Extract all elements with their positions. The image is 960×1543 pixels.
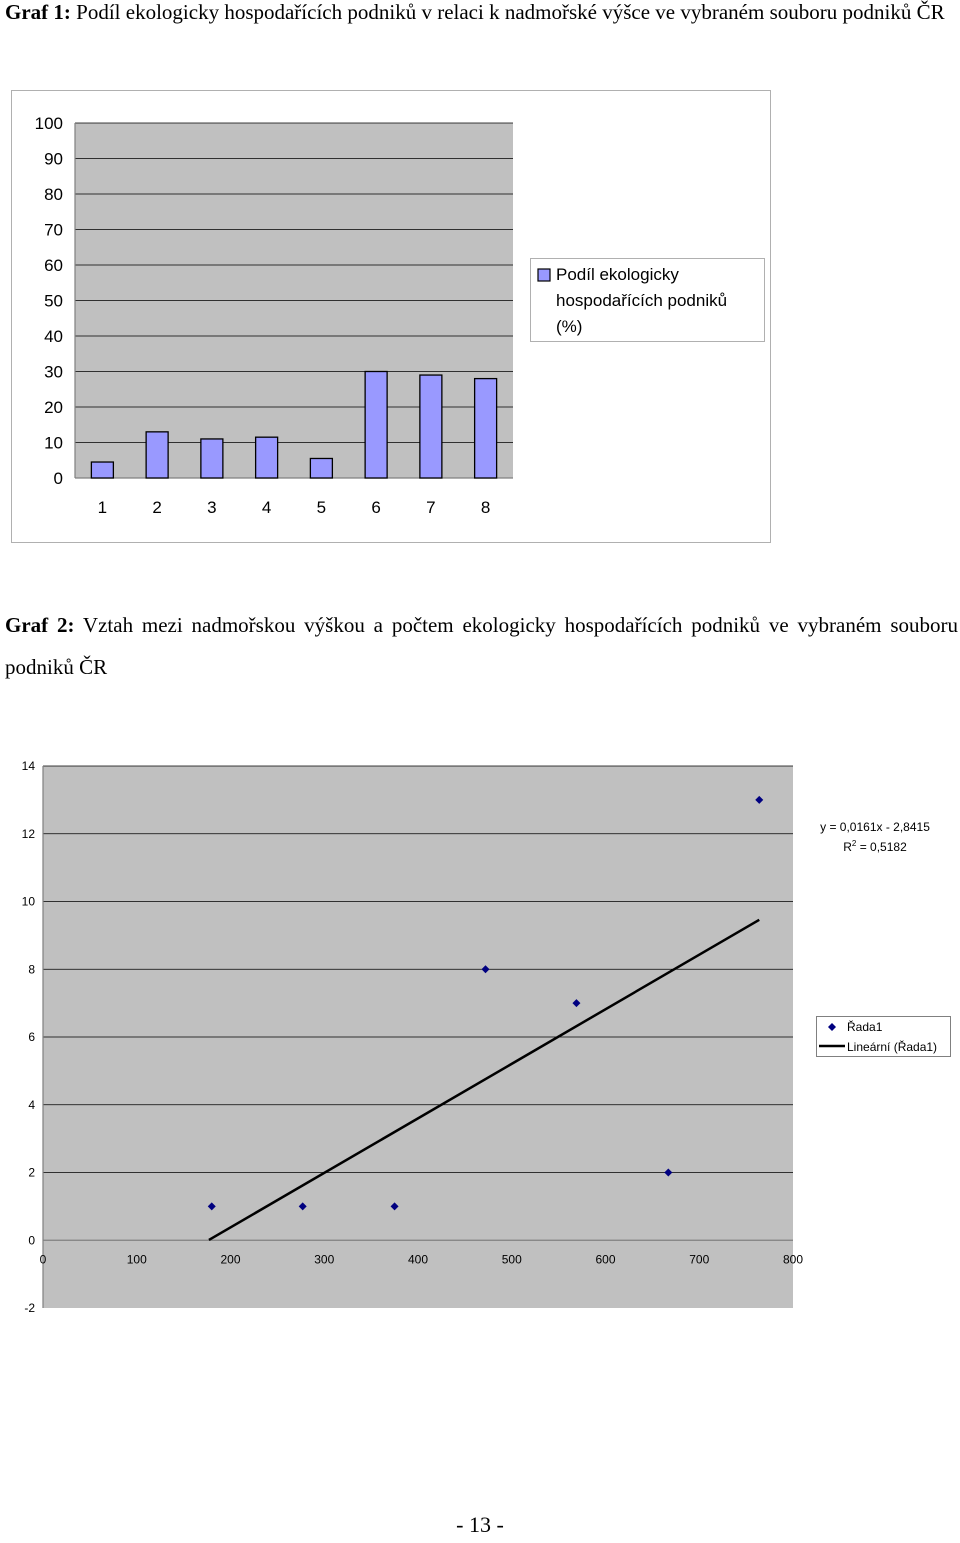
chart1-x-tick-label: 7 xyxy=(426,498,436,517)
chart1-bar xyxy=(420,375,442,478)
chart2-x-tick-label: 200 xyxy=(220,1252,241,1267)
chart2-x-tick-label: 700 xyxy=(689,1252,710,1267)
chart2-x-tick-label: 800 xyxy=(782,1252,804,1267)
chart2-y-tick-label: 10 xyxy=(21,894,35,909)
chart1-legend-swatch xyxy=(538,269,550,281)
chart2-x-tick-label: 0 xyxy=(39,1252,47,1267)
chart1-bar xyxy=(201,439,223,478)
chart2-legend-series-label: Řada1 xyxy=(847,1020,883,1034)
chart2-x-tick-label: 500 xyxy=(501,1252,522,1267)
graf1-caption-label: Graf 1: xyxy=(5,0,71,24)
chart2-y-tick-label: 8 xyxy=(28,962,35,977)
r-squared: $R^2 = 0,5182$ xyxy=(843,839,907,854)
chart1-legend-label: Podíl ekologicky xyxy=(556,265,679,284)
chart1-y-tick-label: 30 xyxy=(44,362,63,382)
chart1-legend-label: (%) xyxy=(556,317,583,336)
chart1-y-tick-label: 20 xyxy=(44,398,63,417)
chart2-x-tick-label: 300 xyxy=(314,1252,335,1267)
chart1-y-tick-label: 10 xyxy=(44,433,63,453)
graf2-caption-label: Graf 2: xyxy=(5,613,75,637)
chart2-x-tick-label: 600 xyxy=(595,1252,616,1267)
chart1-x-tick-label: 6 xyxy=(371,498,381,517)
scatter-chart xyxy=(0,740,960,1340)
graf1-caption-text: Podíl ekologicky hospodařících podniků v relaci k nadmořské výšce ve vybraném souboru podniků ČR xyxy=(76,0,945,24)
chart1-y-tick-label: 90 xyxy=(44,149,63,169)
chart2-x-tick-label: 400 xyxy=(407,1252,429,1267)
graf2-caption xyxy=(5,604,958,688)
chart1-x-tick-label: 8 xyxy=(480,498,491,517)
chart1-x-tick-label: 5 xyxy=(316,498,327,517)
chart2-legend-trend-label: Lineární (Řada1) xyxy=(847,1040,938,1054)
page-number: - 13 - xyxy=(456,1512,504,1537)
chart2-y-tick-label: 12 xyxy=(21,826,35,841)
graf1-caption xyxy=(5,0,958,33)
chart1-legend-label: hospodařících podniků xyxy=(556,291,728,310)
chart2-x-tick-label: 100 xyxy=(126,1252,147,1267)
chart1-bar xyxy=(256,437,278,478)
chart1-bar xyxy=(365,372,387,479)
chart1-y-tick-label: 80 xyxy=(44,185,63,204)
chart2-y-tick-label: 6 xyxy=(28,1030,35,1044)
trend-equation: y = 0,0161x - 2,8415 xyxy=(820,820,930,834)
bar-chart xyxy=(0,80,960,550)
chart2-y-tick-label: 2 xyxy=(28,1165,35,1180)
chart1-bar xyxy=(310,458,332,478)
graf2-caption-text: Vztah mezi nadmořskou výškou a počtem ekologicky hospodařících podniků ve vybraném souboru podniků ČR xyxy=(5,613,958,679)
chart1-y-tick-label: 70 xyxy=(44,220,63,240)
chart2-y-tick-label: 4 xyxy=(28,1097,35,1112)
chart1-y-tick-label: 40 xyxy=(44,327,63,346)
chart1-bar xyxy=(91,462,113,478)
chart1-y-tick-label: 100 xyxy=(34,114,63,133)
chart1-bar xyxy=(146,432,168,478)
chart1-x-tick-label: 2 xyxy=(152,498,162,517)
chart2-y-tick-label: -2 xyxy=(24,1301,35,1315)
chart1-x-tick-label: 1 xyxy=(97,498,108,517)
chart1-x-tick-label: 4 xyxy=(261,498,272,517)
chart1-x-tick-label: 3 xyxy=(207,498,217,517)
chart1-y-tick-label: 60 xyxy=(44,256,63,275)
chart1-y-tick-label: 0 xyxy=(53,469,63,488)
chart1-bar xyxy=(475,379,497,478)
chart2-y-tick-label: 0 xyxy=(28,1233,35,1248)
chart1-y-tick-label: 50 xyxy=(44,291,63,311)
chart2-y-tick-label: 14 xyxy=(21,759,35,773)
